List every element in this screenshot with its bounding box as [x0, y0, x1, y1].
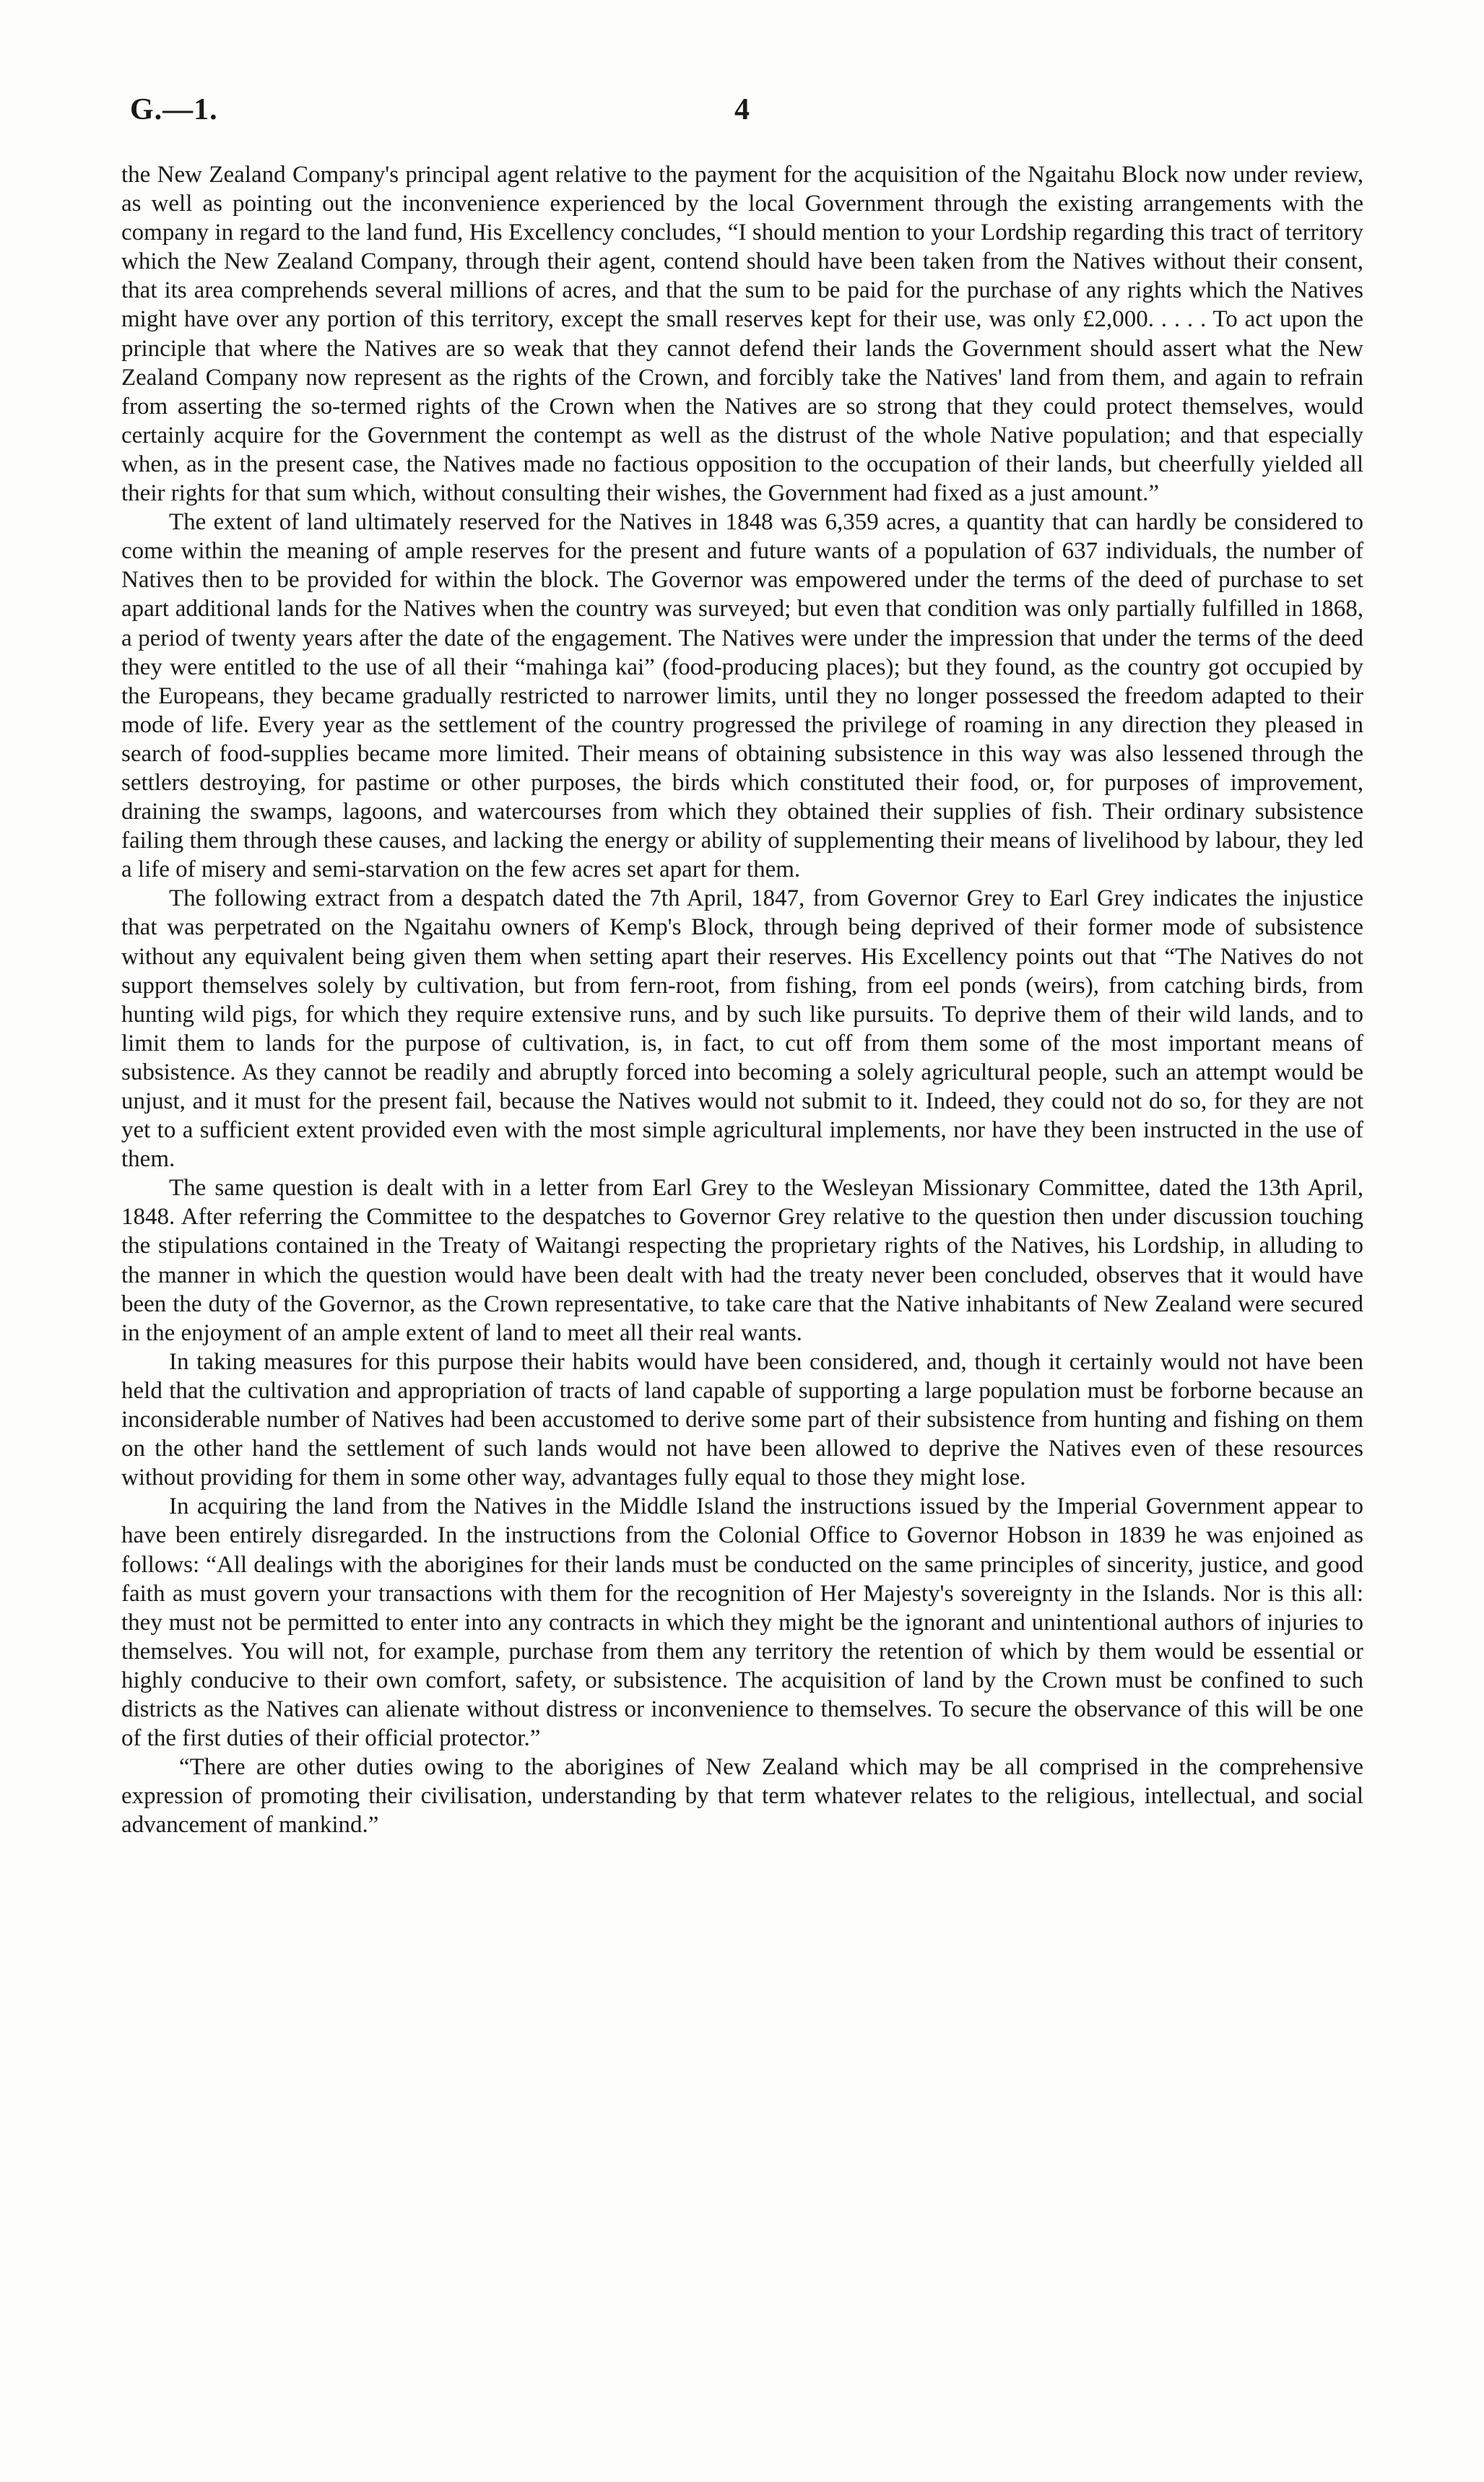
paragraph-4: The same question is dealt with in a letter from Earl Grey to the Wesleyan Missionary Committee, dated the 13th April, 1848. After referring the Committee to the despatches to Governor Grey relative to the question then under discussion touching the stipulations contained in the Treaty of Waitangi respecting the proprietary rights of the Natives, his Lordship, in alluding to the manner in which the question would have been dealt with had the treaty never been concluded, observes that it would have been the duty of the Governor, as the Crown representative, to take care that the Native inhabitants of New Zealand were secured in the enjoyment of an ample extent of land to meet all their real wants.	[121, 1175, 1363, 1346]
paragraph-6: In acquiring the land from the Natives in the Middle Island the instructions issued by the Imperial Government appear to have been entirely disregarded. In the instructions from the Colonial Office to Governor Hobson in 1839 he was enjoined as follows: “All dealings with the aborigines for their lands must be conducted on the same principles of sincerity, justice, and good faith as must govern your transactions with them for the recognition of Her Majesty's sovereignty in the Islands. Nor is this all: they must not be permitted to enter into any contracts in which they might be the ignorant and unintentional authors of injuries to themselves. You will not, for example, purchase from them any territory the retention of which by them would be essential or highly conducive to their own comfort, safety, or subsistence. The acquisition of land by the Crown must be confined to such districts as the Natives can alienate without distress or inconvenience to themselves. To secure the observance of this will be one of the first duties of their official protector.”	[121, 1493, 1363, 1752]
paragraph-7: “There are other duties owing to the aborigines of New Zealand which may be all comprised in the comprehensive expression of promoting their civilisation, understanding by that term whatever relates to the religious, intellectual, and social advancement of mankind.”	[121, 1754, 1363, 1839]
paragraph-5: In taking measures for this purpose their habits would have been considered, and, though it certainly would not have been held that the cultivation and appropriation of tracts of land capable of supporting a large population must be forborne because an inconsiderable number of Natives had been accustomed to derive some part of their subsistence from hunting and fishing on them on the other hand the settlement of such lands would not have been allowed to deprive the Natives even of these resources without providing for them in some other way, advantages fully equal to those they might lose.	[121, 1348, 1363, 1491]
paragraph-3: The following extract from a despatch dated the 7th April, 1847, from Governor Grey to Earl Grey indicates the injustice that was perpetrated on the Ngaitahu owners of Kemp's Block, through being deprived of their former mode of subsistence without any equivalent being given them when setting apart their reserves. His Excellency points out that “The Natives do not support themselves solely by cultivation, but from fern-root, from fishing, from eel ponds (weirs), from catching birds, from hunting wild pigs, for which they require extensive runs, and by such like pursuits. To deprive them of their wild lands, and to limit them to lands for the purpose of cultivation, is, in fact, to cut off from them some of the most important means of subsistence. As they cannot be readily and abruptly forced into becoming a solely agricultural people, such an attempt would be unjust, and it must for the present fail, because the Natives would not submit to it. Indeed, they could not do so, for they are not yet to a sufficient extent provided even with the most simple agricultural implements, nor have they been instructed in the use of them.	[121, 885, 1363, 1173]
paragraph-2: The extent of land ultimately reserved for the Natives in 1848 was 6,359 acres, a quantity that can hardly be considered to come within the meaning of ample reserves for the present and future wants of a population of 637 individuals, the number of Natives then to be provided for within the block. The Governor was empowered under the terms of the deed of purchase to set apart additional lands for the Natives when the country was surveyed; but even that condition was only partially fulfilled in 1868, a period of twenty years after the date of the engagement. The Natives were under the impression that under the terms of the deed they were entitled to the use of all their “mahinga kai” (food-producing places); but they found, as the country got occupied by the Europeans, they became gradually restricted to narrower limits, until they no longer possessed the freedom adapted to their mode of life. Every year as the settlement of the country progressed the privilege of roaming in any direction they pleased in search of food-supplies became more limited. Their means of obtaining subsistence in this way was also lessened through the settlers destroying, for pastime or other purposes, the birds which constituted their food, or, for purposes of improvement, draining the swamps, lagoons, and watercourses from which they obtained their supplies of fish. Their ordinary subsistence failing them through these causes, and lacking the energy or ability of supplementing their means of livelihood by labour, they led a life of misery and semi-starvation on the few acres set apart for them.	[121, 509, 1363, 883]
body-text	[121, 160, 1363, 1839]
paragraph-1: the New Zealand Company's principal agent relative to the payment for the acquisition of the Ngaitahu Block now under review, as well as pointing out the inconvenience experienced by the local Government through the existing arrangements with the company in regard to the land fund, His Excellency concludes, “I should mention to your Lordship regarding this tract of territory which the New Zealand Company, through their agent, contend should have been taken from the Natives without their consent, that its area comprehends several millions of acres, and that the sum to be paid for the purchase of any rights which the Natives might have over any portion of this territory, except the small reserves kept for their use, was only £2,000. . . . . To act upon the principle that where the Natives are so weak that they cannot defend their lands the Government should assert what the New Zealand Company now represent as the rights of the Crown, and forcibly take the Natives' land from them, and again to refrain from asserting the so-termed rights of the Crown when the Natives are so strong that they could protect themselves, would certainly acquire for the Government the contempt as well as the distrust of the whole Native population; and that especially when, as in the present case, the Natives made no factious opposition to the occupation of their lands, but cheerfully yielded all their rights for that sum which, without consulting their wishes, the Government had fixed as a just amount.”	[121, 162, 1363, 507]
page-header	[130, 92, 1354, 136]
page-number: 4	[734, 93, 750, 126]
document-code: G.—1.	[130, 93, 218, 126]
